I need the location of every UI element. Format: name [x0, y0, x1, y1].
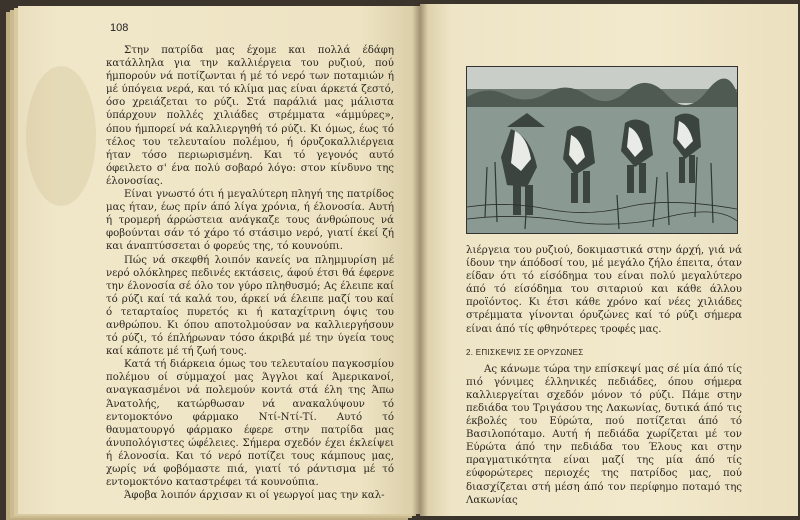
page-number: 108 — [110, 22, 129, 34]
paragraph: Πώς νά σκεφθή λοιπόν κανείς να πλημμυρίση μέ νερό ολόκληρες πεδινές εκτάσεις, άφού έτσι θά έφερνε την έλονοσία σέ όλο τον γύρο πληθυσμό; Ας έλειπε καί τό ρύζι καί τά καλά του, άρκεί νά έλειπε μαζί του καί ό τεταρταίος πυρετός κι ή καταχίτρινη όψις του ανθρώπου. Κι όπου αποτολμούσαν να καλλιεργήσουν τό ρύζι, τό έπλήρωναν τόσο άκριβά μέ την ύγεία τους καί κάποτε μέ τή ζωή τους. — [106, 254, 394, 358]
right-page-text — [466, 244, 742, 507]
paragraph: Είναι γνωστό ότι ή μεγαλύτερη πληγή της πατρίδος μας ήταν, έως πρίν άπό λίγα χρόνια, ή έλονοσία. Αυτή ή τρομερή άρρώστεια ανάγκαζε τους άνθρώπους νά φοβούνται σάν τό χάρο τό στάσιμο νερό, γιατί έκεί ζή και άναπτύσσεται ό φορεύς της, τό κουνούπι. — [106, 189, 394, 253]
paragraph: Ας κάνωμε τώρα την επίσκεψί μας σέ μία άπό τίς πιό γόνιμες έλληνικές πεδιάδες, όπου σήμερα καλλιεργείται σχεδόν μόνον τό ρύζι. Πάμε στην πεδιάδα του Τριγάσου της Λακωνίας, δυτικά άπό τις έκβολές του Εύρώτα, πού ποτίζεται άπό τό Βασιλοπόταμο. Αυτή ή πεδιάδα χωρίζεται μέ τον Εύρώτα άπό την πεδιάδα του Έλους και στην πραγματικότητα είναι μαζί της μία άπό τίς εύφορώτερες περιοχές της πατρίδος μας, πού διασχίζεται στή μέση άπό τον περίφημο ποταμό της Λακωνίας — [466, 363, 742, 506]
paragraph: λιέργεια του ρυζιού, δοκιμαστικά στην άρχή, γιά νά ίδουν την άπόδοσί του, μέ μεγάλο ζήλο έπειτα, όταν είδαν ότι τό είσόδημα του είναι πολύ μεγαλύτερο άπό τό είσόδημα του σιταριού και κάθε άλλου προϊόντος. Κι έτσι κάθε χρόνο καί νέες χιλιάδες στρέμματα γίνονται όρυζώνες καί τό ρύζι σήμερα είναι άπό τίς φθηνότερες τροφές μας. — [466, 245, 742, 335]
rice-field-drawing — [467, 67, 737, 233]
paragraph: Άφοβα λοιπόν άρχισαν κι οί γεωργοί μας την καλ- — [124, 490, 385, 502]
left-page-text — [106, 44, 394, 502]
paragraph: Στην πατρίδα μας έχομε και πολλά έδάφη κατάλληλα για την καλλιέργεια του ρυζιού, πού ήμπορούν νά ποτίζωνται ή μέ τό νερό των ποταμιών ή μέ ύπόγεια νερά, και τό κλίμα μας είναι άρκετά ζεστό, όσο χρειάζεται το ρύζι. Στά παράλιά μας μάλιστα ύπάρχουν πολλές χιλιάδες στρέμματα «άμμύρες», όπου ήμπορεί νά καλλιεργηθή τό ρύζι. Κι όμως, έως τό τέλος του τελευταίου πολέμου, ή όρυζοκαλλιέργεια ήταν τόσο περιωρισμένη. Και τό γεγονός αυτό όφειλετο σ' ένα πολύ σοβαρό λόγο: στον κίνδυνο της έλονοσίας. — [106, 45, 394, 187]
page-stain — [26, 66, 96, 206]
section-heading: 2. ΕΠΙΣΚΕΨΙΣ ΣΕ ΟΡΥΖΩΝΕΣ — [466, 347, 584, 357]
paragraph: Κατά τή διάρκεια όμως του τελευταίου παγκοσμίου πολέμου οί σύμμαχοί μας Άγγλοι καί Άμερικανοί, αναγκασμένοι νά πολεμούν κοντά στά έλη της Άπω Άνατολής, κατώρθωσαν νά ανακαλύψουν τό εντομοκτόνο φάρμακο Ντί-Ντί-Τί. Αυτό τό θαυματουργό φάρμακο έφερε στην πατρίδα μας άνυπολόγιστες ώφέλειες. Σήμερα σχεδόν έχει έκλείψει ή έλονοσία. Και τό νερό ποτίζει τους κάμπους μας, χωρίς νά φοβόμαστε πιά, γιατί τό ράντισμα μέ τό εντομοκτόνο καταστρέφει τά κουνούπια. — [106, 359, 394, 489]
book-gutter — [412, 4, 428, 516]
rice-planting-illustration — [466, 66, 738, 234]
